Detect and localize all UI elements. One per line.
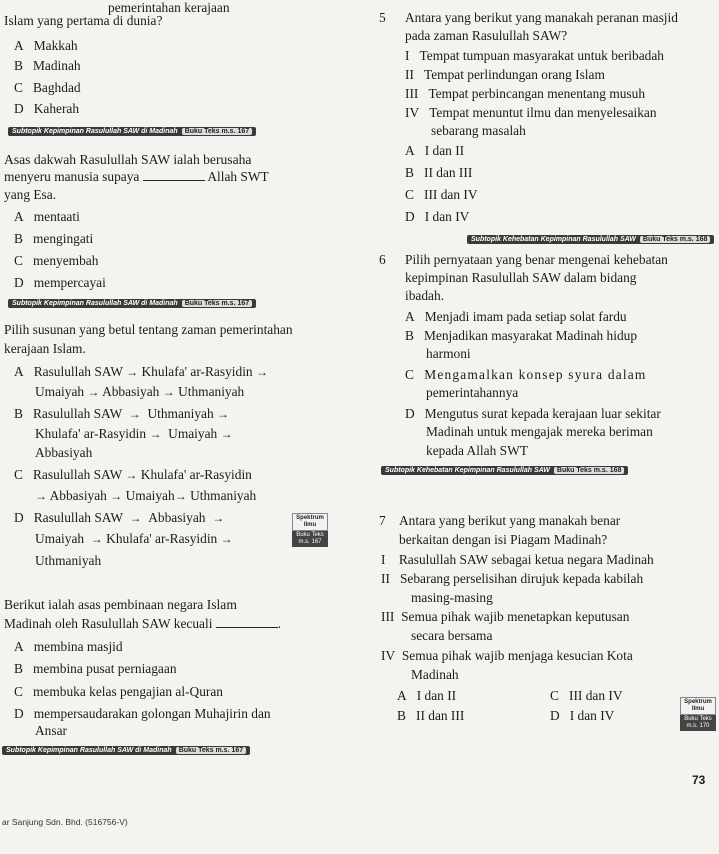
option-b[interactable]: B Rasulullah SAW → Uthmaniyah → bbox=[14, 406, 230, 421]
spektrum-badge bbox=[292, 513, 328, 547]
subtopik-label: Subtopik Kepimpinan Rasulullah SAW di Madinah Buku Teks m.s. 167 bbox=[8, 299, 256, 308]
option-c[interactable]: C menyembah bbox=[14, 253, 99, 268]
buku-teks-ref: Buku Teks m.s. 167 bbox=[182, 128, 252, 135]
spektrum-badge-ref: Buku Teks m.s. 170 bbox=[680, 715, 716, 731]
option-b[interactable]: B II dan III bbox=[405, 165, 473, 180]
question-tail: Islam yang pertama di dunia? bbox=[4, 13, 163, 28]
answer-blank bbox=[143, 170, 205, 181]
option-d[interactable]: D mempercayai bbox=[14, 275, 106, 290]
statement-i: I Tempat tumpuan masyarakat untuk beribadah bbox=[405, 48, 664, 63]
option-b[interactable]: B Menjadikan masyarakat Madinah hidup bbox=[405, 328, 638, 343]
option-d[interactable]: D Kaherah bbox=[14, 101, 80, 116]
question-text: Madinah oleh Rasulullah SAW kecuali . bbox=[4, 616, 282, 631]
question-text: Pilih susunan yang betul tentang zaman pemerintahan bbox=[4, 322, 293, 337]
option-d[interactable]: D mempersaudarakan golongan Muhajirin dan bbox=[14, 706, 271, 721]
option-a[interactable]: A I dan II bbox=[405, 143, 465, 158]
spektrum-badge-title: Spektrum Ilmu bbox=[680, 697, 716, 715]
statement-iv-line2: sebarang masalah bbox=[431, 123, 526, 138]
option-c[interactable]: C Mengamalkan konsep syura dalam bbox=[405, 367, 647, 382]
question-text: Antara yang berikut yang manakah benar bbox=[399, 513, 621, 528]
option-d-line2: Umaiyah → Khulafa' ar-Rasyidin → bbox=[35, 531, 233, 546]
page-number: 73 bbox=[692, 773, 706, 787]
spektrum-badge bbox=[680, 697, 716, 731]
option-d[interactable]: D Mengutus surat kepada kerajaan luar sekitar bbox=[405, 406, 661, 421]
question-text: Pilih pernyataan yang benar mengenai kehebatan bbox=[405, 252, 668, 267]
option-d-line2: Madinah untuk mengajak mereka beriman bbox=[426, 424, 653, 439]
statement-iii: III Tempat perbincangan menentang musuh bbox=[405, 86, 646, 101]
option-d[interactable]: D Rasulullah SAW → Abbasiyah → bbox=[14, 510, 225, 525]
question-text: kepimpinan Rasulullah SAW dalam bidang bbox=[405, 270, 637, 285]
statement-ii: II Sebarang perselisihan dirujuk kepada kabilah bbox=[381, 571, 644, 586]
option-b[interactable]: B II dan III bbox=[397, 708, 465, 723]
question-tail-top: pemerintahan kerajaan bbox=[108, 0, 230, 15]
option-d-line3: kepada Allah SWT bbox=[426, 443, 528, 458]
question-text: ibadah. bbox=[405, 288, 445, 303]
option-b-line2: harmoni bbox=[426, 346, 471, 361]
question-number: 5 bbox=[379, 10, 386, 25]
option-c[interactable]: C III dan IV bbox=[550, 688, 623, 703]
question-text: pada zaman Rasulullah SAW? bbox=[405, 28, 568, 43]
buku-teks-ref: Buku Teks m.s. 167 bbox=[182, 300, 252, 307]
option-c[interactable]: C Rasulullah SAW → Khulafa' ar-Rasyidin bbox=[14, 467, 252, 482]
question-text: kerajaan Islam. bbox=[4, 341, 86, 356]
option-a[interactable]: A membina masjid bbox=[14, 639, 123, 654]
statement-iii-line2: secara bersama bbox=[411, 628, 493, 643]
answer-blank bbox=[216, 617, 278, 628]
option-a[interactable]: A I dan II bbox=[397, 688, 457, 703]
option-a[interactable]: A mentaati bbox=[14, 209, 80, 224]
question-text: Berikut ialah asas pembinaan negara Islam bbox=[4, 597, 237, 612]
question-text: menyeru manusia supaya Allah SWT bbox=[4, 169, 269, 184]
statement-ii: II Tempat perlindungan orang Islam bbox=[405, 67, 605, 82]
statement-iv: IV Tempat menuntut ilmu dan menyelesaikan bbox=[405, 105, 657, 120]
option-d-line2: Ansar bbox=[35, 723, 67, 738]
option-b[interactable]: B mengingati bbox=[14, 231, 94, 246]
statement-i: I Rasulullah SAW sebagai ketua negara Madinah bbox=[381, 552, 654, 567]
publisher-footer: ar Sanjung Sdn. Bhd. (516756-V) bbox=[2, 817, 128, 827]
subtopik-label: Subtopik Kepimpinan Rasulullah SAW di Madinah Buku Teks m.s. 167 bbox=[8, 127, 256, 136]
spektrum-badge-ref: Buku Teks m.s. 167 bbox=[292, 531, 328, 547]
subtopik-label: Subtopik Kehebatan Kepimpinan Rasulullah SAW Buku Teks m.s. 168 bbox=[467, 235, 714, 244]
option-a[interactable]: A Rasulullah SAW → Khulafa' ar-Rasyidin → bbox=[14, 364, 268, 379]
spektrum-badge-title: Spektrum Ilmu bbox=[292, 513, 328, 531]
option-d[interactable]: D I dan IV bbox=[405, 209, 470, 224]
option-c[interactable]: C membuka kelas pengajian al-Quran bbox=[14, 684, 223, 699]
question-text: yang Esa. bbox=[4, 187, 57, 202]
option-b[interactable]: B membina pusat perniagaan bbox=[14, 661, 177, 676]
statement-iv-line2: Madinah bbox=[411, 667, 459, 682]
question-text: Asas dakwah Rasulullah SAW ialah berusaha bbox=[4, 152, 252, 167]
option-d-line3: Uthmaniyah bbox=[35, 553, 102, 568]
option-a-line2: Umaiyah → Abbasiyah → Uthmaniyah bbox=[35, 384, 245, 399]
buku-teks-ref: Buku Teks m.s. 168 bbox=[640, 236, 710, 243]
option-d[interactable]: D I dan IV bbox=[550, 708, 615, 723]
question-number: 6 bbox=[379, 252, 386, 267]
option-a[interactable]: A Menjadi imam pada setiap solat fardu bbox=[405, 309, 627, 324]
option-c[interactable]: C Baghdad bbox=[14, 80, 81, 95]
subtopik-label: Subtopik Kehebatan Kepimpinan Rasulullah SAW Buku Teks m.s. 168 bbox=[381, 466, 628, 475]
buku-teks-ref: Buku Teks m.s. 168 bbox=[554, 467, 624, 474]
statement-iii: III Semua pihak wajib menetapkan keputusan bbox=[381, 609, 630, 624]
question-number: 7 bbox=[379, 513, 386, 528]
buku-teks-ref: Buku Teks m.s. 167 bbox=[176, 747, 246, 754]
statement-iv: IV Semua pihak wajib menjaga kesucian Kota bbox=[381, 648, 633, 663]
option-a[interactable]: A Makkah bbox=[14, 38, 78, 53]
option-b[interactable]: B Madinah bbox=[14, 58, 81, 73]
option-c-line2: pemerintahannya bbox=[426, 385, 519, 400]
statement-ii-line2: masing-masing bbox=[411, 590, 493, 605]
option-b-line3: Abbasiyah bbox=[35, 445, 93, 460]
option-c[interactable]: C III dan IV bbox=[405, 187, 478, 202]
option-b-line2: Khulafa' ar-Rasyidin → Umaiyah → bbox=[35, 426, 233, 441]
question-text: Antara yang berikut yang manakah peranan masjid bbox=[405, 10, 678, 25]
subtopik-label: Subtopik Kepimpinan Rasulullah SAW di Madinah Buku Teks m.s. 167 bbox=[2, 746, 250, 755]
question-text: berkaitan dengan isi Piagam Madinah? bbox=[399, 532, 608, 547]
option-c-line2: → Abbasiyah → Umaiyah→ Uthmaniyah bbox=[35, 488, 257, 503]
